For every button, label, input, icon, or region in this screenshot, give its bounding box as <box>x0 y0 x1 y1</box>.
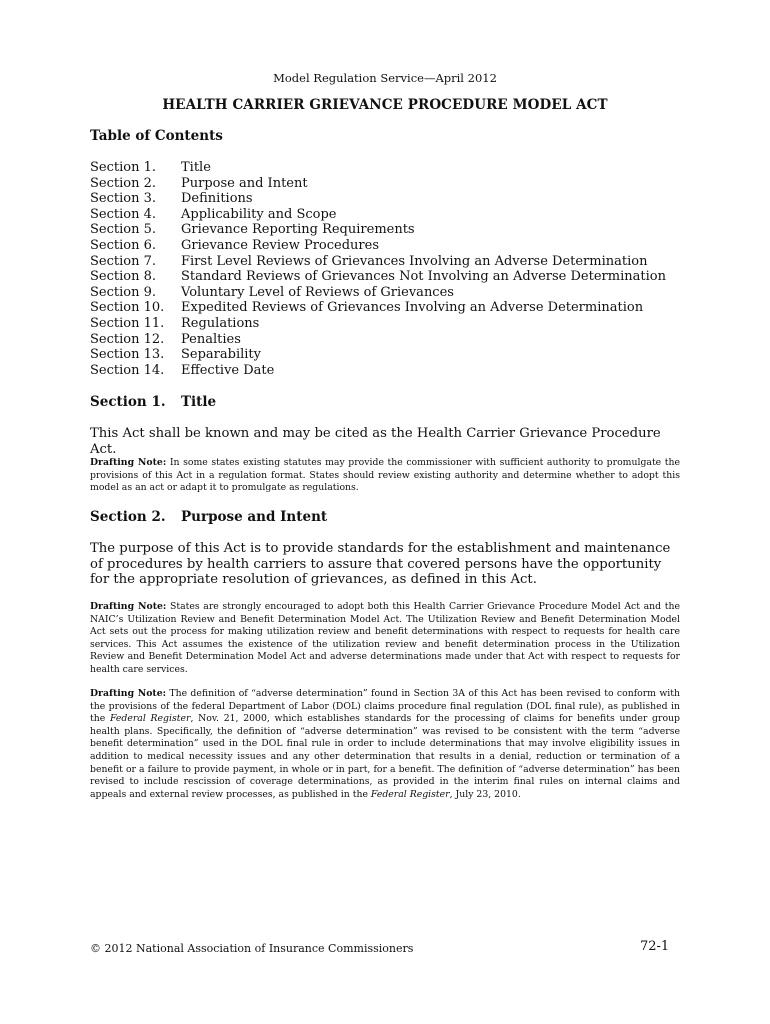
toc-row <box>90 176 690 192</box>
page-number: 72-1 <box>640 939 670 954</box>
running-header: Model Regulation Service—April 2012 <box>273 71 497 85</box>
drafting-note-label: Drafting Note: <box>90 457 167 468</box>
document-title: HEALTH CARRIER GRIEVANCE PROCEDURE MODEL ACT <box>162 97 608 113</box>
citation-italic: Federal Register <box>370 788 450 800</box>
section-1-body: This Act shall be known and may be cited as the Health Carrier Grievance Procedure Act. <box>90 426 661 457</box>
toc-section-title: Effective Date <box>181 362 275 378</box>
toc-section-title: Regulations <box>181 315 260 331</box>
toc-row <box>90 191 690 207</box>
drafting-note <box>90 688 680 801</box>
drafting-note <box>90 601 680 677</box>
section-1-heading <box>90 394 216 411</box>
toc-row <box>90 300 690 316</box>
toc-section-number: Section 1. <box>90 160 156 175</box>
drafting-note-text: , Nov. 21, 2000, which establishes standards for the processing of claims for benefits under group health plans. Specifically, the definition of “adverse determination” was revised to be consistent with the term “adverse benefit determination” used in the DOL final rule in order to include determinations that may involve eligibility issues in addition to medical necessity issues and any other determination that results in a denial, reduction or termination of a benefit or a failure to provide payment, in whole or in part, for a benefit. The definition of “adverse determination” has been revised to include rescission of coverage determinations, as provided in the interim final rules on internal claims and appeals and external review processes, as published in the <box>90 713 680 800</box>
toc-section-title: Penalties <box>181 331 241 347</box>
toc-section-title: Applicability and Scope <box>181 206 337 222</box>
toc-section-title: Expedited Reviews of Grievances Involving an Adverse Determination <box>181 300 644 316</box>
toc-section-title: Voluntary Level of Reviews of Grievances <box>181 284 454 300</box>
toc-section-title: First Level Reviews of Grievances Involving an Adverse Determination <box>181 253 648 269</box>
toc-row <box>90 222 690 238</box>
drafting-note <box>90 457 680 495</box>
toc-section-number: Section 2. <box>90 175 156 191</box>
toc-heading: Table of Contents <box>90 128 223 144</box>
drafting-note-text: , July 23, 2010. <box>449 788 521 800</box>
toc-row <box>90 269 690 285</box>
toc-row <box>90 347 690 363</box>
section-number: Section 2. <box>90 509 166 525</box>
section-title: Purpose and Intent <box>181 509 328 525</box>
toc-section-number: Section 3. <box>90 191 156 207</box>
section-2-body: The purpose of this Act is to provide standards for the establishment and maintenance of procedures by health carriers to assure that covered persons have the opportunity for the appropriate resolution of grievances, as defined in this Act. <box>90 541 671 588</box>
drafting-note-text: In some states existing statutes may provide the commissioner with sufficient authority to promulgate the provisions of this Act in a regulation format. States should review existing authority and determine whether to adopt this model as an act or adapt it to promulgate as regulations. <box>90 457 680 494</box>
toc-row <box>90 332 690 348</box>
toc-row <box>90 285 690 301</box>
toc-section-title: Purpose and Intent <box>181 175 308 191</box>
toc-section-title: Grievance Reporting Requirements <box>181 222 415 238</box>
toc-row <box>90 160 690 176</box>
copyright-footer: © 2012 National Association of Insurance Commissioners <box>90 942 414 955</box>
toc-section-number: Section 13. <box>90 347 165 363</box>
toc-section-number: Section 5. <box>90 222 156 238</box>
toc-row <box>90 316 690 332</box>
toc-section-number: Section 10. <box>90 300 165 316</box>
toc-row <box>90 207 690 223</box>
citation-italic: Federal Register <box>109 713 191 725</box>
toc-row <box>90 238 690 254</box>
toc-section-number: Section 6. <box>90 237 156 253</box>
section-title: Title <box>181 394 217 410</box>
section-2-heading <box>90 509 327 526</box>
toc-section-number: Section 7. <box>90 253 156 269</box>
drafting-note-text: States are strongly encouraged to adopt both this Health Carrier Grievance Procedure Model Act and the NAIC’s Utilization Review and Benefit Determination Model Act. The Utilization Review and Benefit Determination Model Act sets out the process for making utilization review and benefit determinations with respect to requests for health care services. This Act assumes the existence of the utilization review and benefit determination process in the Utilization Review and Benefit Determination Model Act and adverse determinations made under that Act with respect to requests for health care services. <box>90 601 680 675</box>
toc-section-title: Standard Reviews of Grievances Not Involving an Adverse Determination <box>181 269 666 285</box>
toc-section-number: Section 4. <box>90 206 156 222</box>
toc-section-number: Section 12. <box>90 331 165 347</box>
toc-section-title: Title <box>181 160 211 175</box>
toc-section-title: Definitions <box>181 191 253 207</box>
toc-section-number: Section 9. <box>90 284 156 300</box>
toc-section-number: Section 14. <box>90 362 165 378</box>
toc-section-title: Grievance Review Procedures <box>181 237 379 253</box>
toc-row <box>90 254 690 270</box>
toc-row <box>90 363 690 379</box>
toc-section-title: Separability <box>181 347 261 363</box>
table-of-contents <box>90 160 690 378</box>
drafting-note-label: Drafting Note: <box>90 601 167 612</box>
section-number: Section 1. <box>90 394 166 410</box>
toc-section-number: Section 11. <box>90 315 165 331</box>
toc-section-number: Section 8. <box>90 269 156 285</box>
drafting-note-text: The definition of “adverse determination” found in Section 3A of this Act has been revised to conform with the provisions of the federal Department of Labor (DOL) claims procedure final regulation (DOL final rule), as published in the <box>90 688 680 725</box>
drafting-note-label: Drafting Note: <box>90 688 167 699</box>
